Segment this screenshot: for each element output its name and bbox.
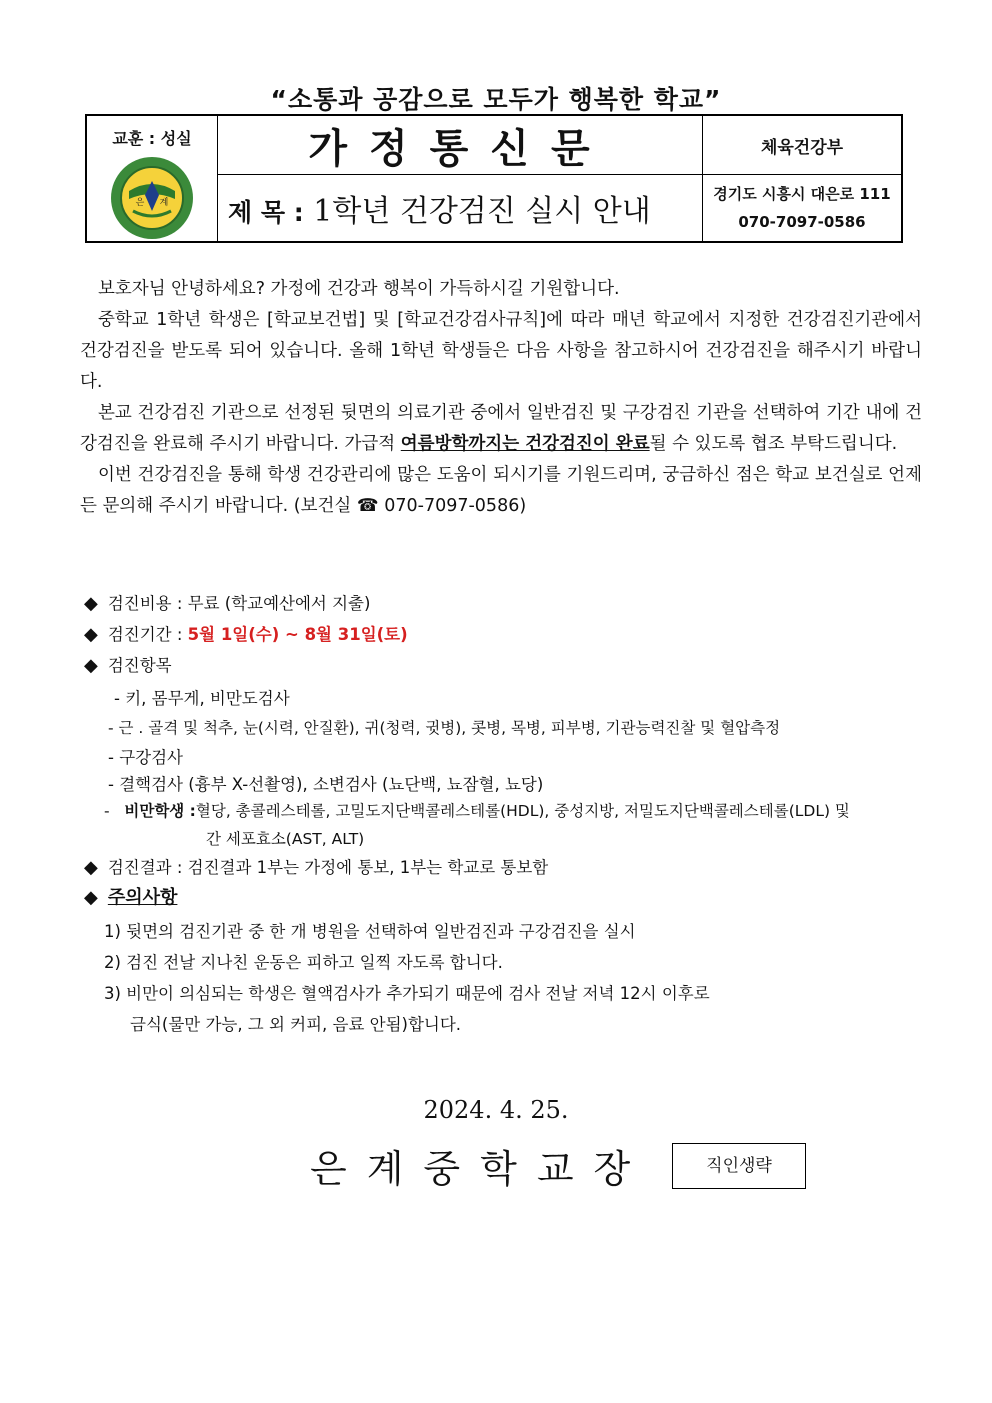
period-row <box>84 621 408 645</box>
caution-3: 3) 비만이 의심되는 학생은 혈액검사가 추가되기 때문에 검사 전날 저녁 12시 이후로 <box>104 984 710 1003</box>
item-tb-urine: - 결핵검사 (흉부 X-선촬영), 소변검사 (뇨단백, 뇨잠혈, 뇨당) <box>108 775 544 794</box>
greeting-paragraph: 보호자님 안녕하세요? 가정에 건강과 행복이 가득하시길 기원합니다. <box>98 279 620 299</box>
school-emblem-icon <box>109 155 195 241</box>
closing-paragraph: 이번 건강검진을 통해 학생 건강관리에 많은 도움이 되시기를 기원드리며, 궁금하신 점은 학교 보건실로 언제든 문의해 주시기 바랍니다. (보건실 ☎ 070-7097-0586) <box>80 465 922 516</box>
diamond-bullet-icon: ◆ <box>84 624 98 645</box>
school-slogan: “소통과 공감으로 모두가 행복한 학교” <box>270 85 722 114</box>
requirement-paragraph: 중학교 1학년 학생은 [학교보건법] 및 [학교건강검사규칙]에 따라 매년 학교에서 지정한 건강검진기관에서 건강검진을 받도록 되어 있습니다. 올해 1학년 학생들은 다음 사항을 참고하시어 건강검진을 해주시기 바랍니다. <box>80 310 922 392</box>
school-address: 경기도 시흥시 대은로 111 <box>713 185 891 203</box>
emblem-right-char: 계 <box>159 198 169 208</box>
items-label: 검진항목 <box>107 656 172 675</box>
item-body-measure: - 키, 몸무게, 비만도검사 <box>114 689 290 708</box>
dash: - <box>104 802 110 820</box>
subject-label: 제 목 : <box>228 198 304 227</box>
result-row <box>84 854 548 878</box>
seal-omitted-box: 직인생략 <box>672 1143 806 1189</box>
newsletter-header <box>85 114 903 243</box>
caution-label: 주의사항 <box>107 887 178 908</box>
deadline-emphasis: 여름방학까지는 건강검진이 완료 <box>400 434 650 454</box>
item-obese-students <box>104 799 850 821</box>
diamond-bullet-icon: ◆ <box>84 593 98 614</box>
school-motto: 교훈 : 성실 <box>112 129 192 148</box>
issue-date: 2024. 4. 25. <box>423 1096 569 1124</box>
subject-text: 1학년 건강검진 실시 안내 <box>313 194 651 229</box>
instruction-text-end: 될 수 있도록 협조 부탁드립니다. <box>649 434 898 454</box>
caution-3-cont: 금식(물만 가능, 그 외 커피, 음료 안됨)합니다. <box>130 1015 462 1034</box>
item-dental: - 구강검사 <box>108 748 183 767</box>
newsletter-title: 가정통신문 <box>218 115 703 175</box>
cost-row <box>84 590 370 614</box>
obese-tests: 혈당, 총콜레스테롤, 고밀도지단백콜레스테롤(HDL), 중성지방, 저밀도지단백콜레스테롤(LDL) 및 <box>195 802 850 820</box>
department: 체육건강부 <box>703 115 903 175</box>
cost-text: 검진비용 : 무료 (학교예산에서 지출) <box>107 594 371 613</box>
instruction-text: 본교 건강검진 기관으로 선정된 뒷면의 의료기관 중에서 일반검진 및 구강검진 기관을 선택하여 기간 내에 건강검진을 완료해 주시기 바랍니다. 가급적 <box>80 403 922 454</box>
diamond-bullet-icon: ◆ <box>84 857 98 878</box>
caution-2: 2) 검진 전날 지나친 운동은 피하고 일찍 자도록 합니다. <box>104 953 503 972</box>
contact-info <box>703 175 903 243</box>
items-row <box>84 652 172 676</box>
diamond-bullet-icon: ◆ <box>84 655 98 676</box>
caution-row <box>84 883 177 909</box>
obese-label: 비만학생 : <box>124 802 196 820</box>
school-phone: 070-7097-0586 <box>738 213 866 231</box>
period-label: 검진기간 : <box>107 625 188 644</box>
logo-cell <box>86 115 218 242</box>
letter-body <box>80 274 922 522</box>
emblem-left-char: 은 <box>135 198 145 208</box>
principal-name: 은계중학교장 <box>310 1147 651 1191</box>
item-physical-exam: - 근 . 골격 및 척추, 눈(시력, 안질환), 귀(청력, 귓병), 콧병, 목병, 피부병, 기관능력진찰 및 혈압측정 <box>108 719 781 737</box>
result-text: 검진결과 : 검진결과 1부는 가정에 통보, 1부는 학교로 통보함 <box>107 858 549 877</box>
instruction-paragraph <box>80 398 922 460</box>
subject-line <box>218 175 703 243</box>
caution-1: 1) 뒷면의 검진기관 중 한 개 병원을 선택하여 일반검진과 구강검진을 실시 <box>104 922 636 941</box>
obese-tests-cont: 간 세포효소(AST, ALT) <box>206 830 365 848</box>
diamond-bullet-icon: ◆ <box>84 887 98 908</box>
period-value: 5월 1일(수) ~ 8월 31일(토) <box>187 625 408 644</box>
